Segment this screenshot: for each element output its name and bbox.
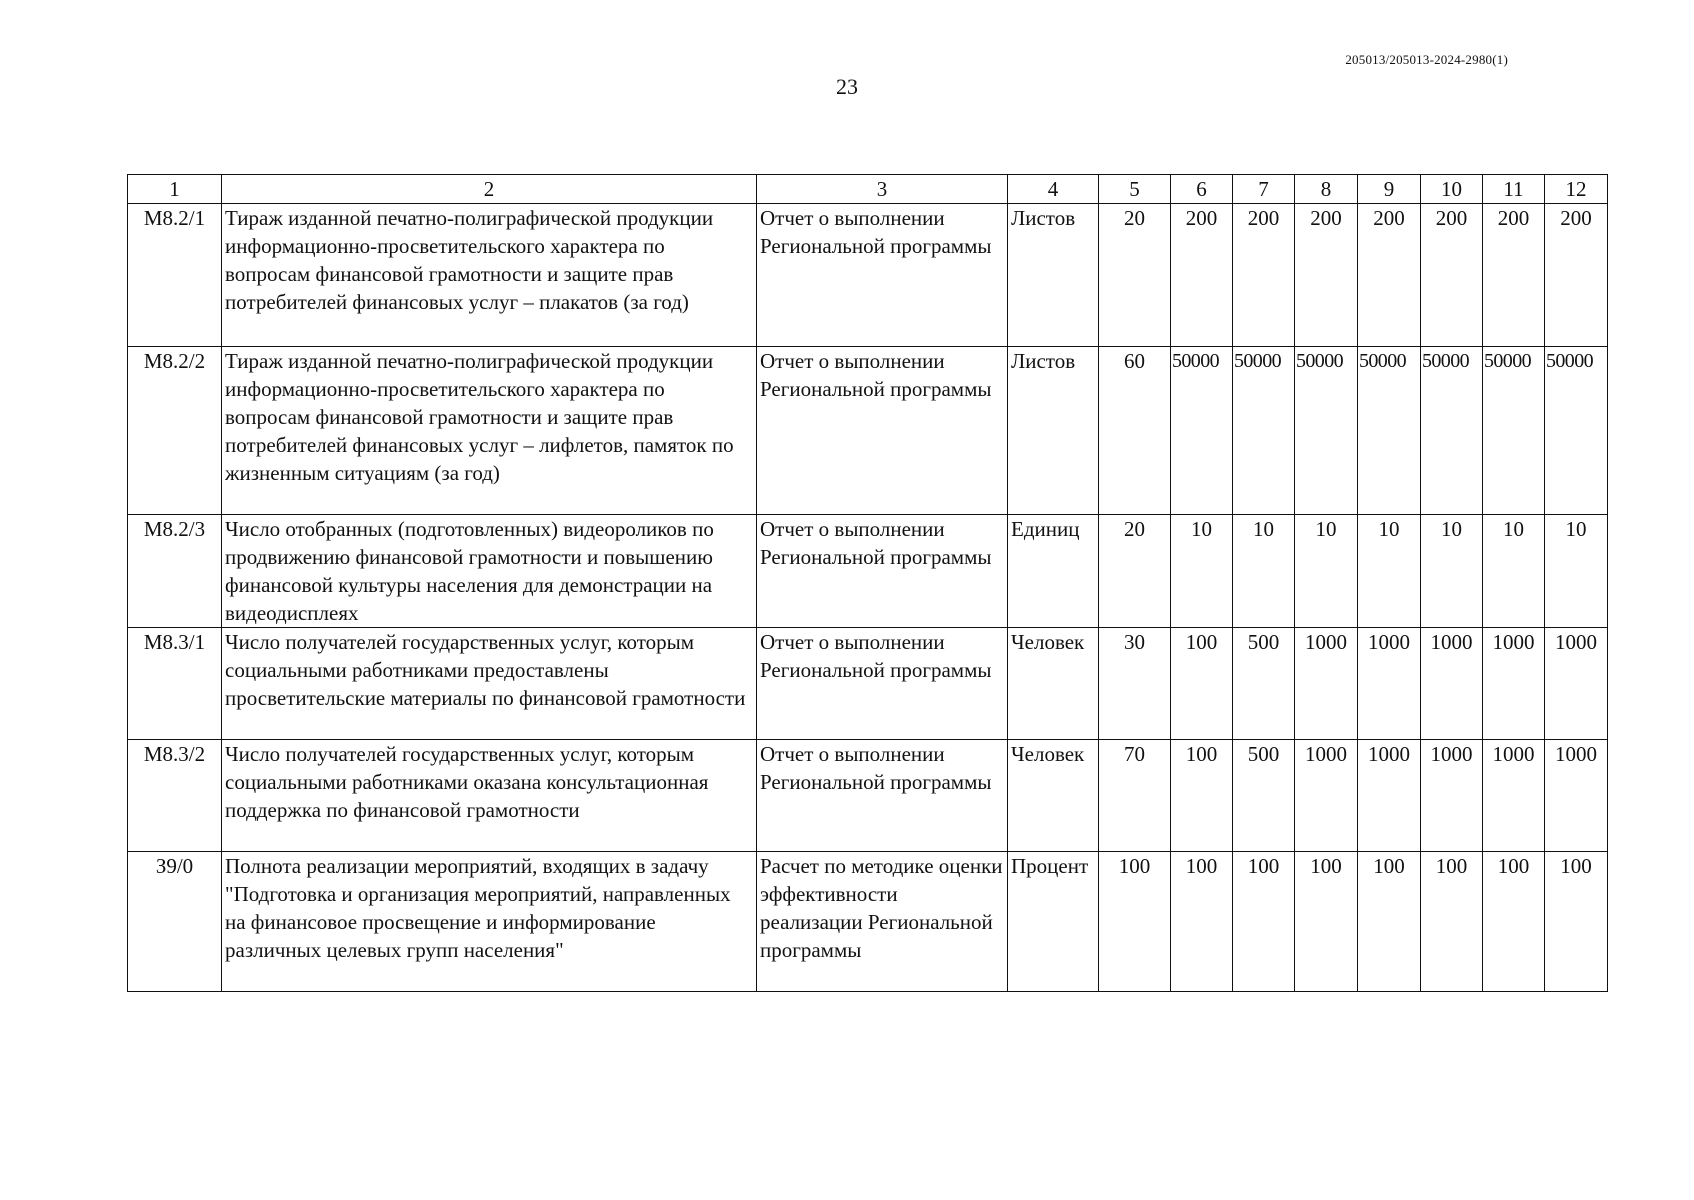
indicator-value: 50000 bbox=[1233, 347, 1295, 515]
indicator-source: Отчет о выполнении Региональной программы bbox=[757, 347, 1008, 515]
indicator-code: М8.2/3 bbox=[128, 515, 222, 628]
indicator-source: Расчет по методике оценки эффективности реализации Региональной программы bbox=[757, 852, 1008, 992]
indicator-code: М8.2/1 bbox=[128, 204, 222, 347]
indicator-value: 10 bbox=[1483, 515, 1545, 628]
indicator-value: 10 bbox=[1233, 515, 1295, 628]
indicator-value: 50000 bbox=[1295, 347, 1358, 515]
indicator-value: 1000 bbox=[1421, 740, 1483, 852]
indicator-value: 60 bbox=[1099, 347, 1171, 515]
indicator-name: Число получателей государственных услуг, которым социальными работниками оказана консультационная поддержка по финансовой грамотности bbox=[222, 740, 757, 852]
indicator-value: 200 bbox=[1233, 204, 1295, 347]
table-row bbox=[128, 852, 1608, 992]
indicator-value: 10 bbox=[1295, 515, 1358, 628]
indicator-value: 100 bbox=[1233, 852, 1295, 992]
indicator-value: 500 bbox=[1233, 628, 1295, 740]
indicator-name: Число получателей государственных услуг, которым социальными работниками предоставлены просветительские материалы по финансовой грамотности bbox=[222, 628, 757, 740]
indicator-value: 70 bbox=[1099, 740, 1171, 852]
indicator-value: 200 bbox=[1358, 204, 1421, 347]
indicator-value: 1000 bbox=[1545, 628, 1608, 740]
indicator-value: 1000 bbox=[1421, 628, 1483, 740]
indicator-value: 100 bbox=[1171, 852, 1233, 992]
table-row bbox=[128, 740, 1608, 852]
indicator-value: 200 bbox=[1171, 204, 1233, 347]
indicator-source: Отчет о выполнении Региональной программы bbox=[757, 740, 1008, 852]
page-number: 23 bbox=[836, 74, 858, 99]
table-row bbox=[128, 628, 1608, 740]
indicator-value: 100 bbox=[1295, 852, 1358, 992]
indicator-unit: Человек bbox=[1008, 628, 1099, 740]
indicator-name: Тираж изданной печатно-полиграфической продукции информационно-просветительского характера по вопросам финансовой грамотности и защите прав потребителей финансовых услуг – плакатов (за год) bbox=[222, 204, 757, 347]
indicator-value: 50000 bbox=[1545, 347, 1608, 515]
column-header: 1 bbox=[128, 175, 222, 204]
indicator-source: Отчет о выполнении Региональной программы bbox=[757, 628, 1008, 740]
indicator-value: 200 bbox=[1295, 204, 1358, 347]
column-header: 11 bbox=[1483, 175, 1545, 204]
indicator-value: 1000 bbox=[1483, 628, 1545, 740]
indicator-value: 30 bbox=[1099, 628, 1171, 740]
indicator-value: 10 bbox=[1545, 515, 1608, 628]
indicator-value: 10 bbox=[1171, 515, 1233, 628]
column-header: 9 bbox=[1358, 175, 1421, 204]
indicator-value: 100 bbox=[1171, 740, 1233, 852]
table-row bbox=[128, 204, 1608, 347]
indicator-unit: Единиц bbox=[1008, 515, 1099, 628]
indicator-value: 1000 bbox=[1358, 628, 1421, 740]
indicator-value: 10 bbox=[1358, 515, 1421, 628]
indicator-value: 1000 bbox=[1545, 740, 1608, 852]
indicator-value: 1000 bbox=[1358, 740, 1421, 852]
column-number-row bbox=[128, 175, 1608, 204]
indicator-unit: Листов bbox=[1008, 347, 1099, 515]
indicator-code: З9/0 bbox=[128, 852, 222, 992]
indicator-value: 100 bbox=[1099, 852, 1171, 992]
column-header: 6 bbox=[1171, 175, 1233, 204]
indicator-value: 200 bbox=[1483, 204, 1545, 347]
indicator-unit: Листов bbox=[1008, 204, 1099, 347]
indicator-value: 100 bbox=[1358, 852, 1421, 992]
indicator-value: 100 bbox=[1421, 852, 1483, 992]
table-row bbox=[128, 515, 1608, 628]
indicator-value: 200 bbox=[1545, 204, 1608, 347]
document-id: 205013/205013-2024-2980(1) bbox=[1345, 52, 1508, 67]
column-header: 4 bbox=[1008, 175, 1099, 204]
indicator-value: 50000 bbox=[1483, 347, 1545, 515]
column-header: 10 bbox=[1421, 175, 1483, 204]
indicator-unit: Человек bbox=[1008, 740, 1099, 852]
indicator-value: 100 bbox=[1171, 628, 1233, 740]
indicator-value: 10 bbox=[1421, 515, 1483, 628]
indicator-value: 1000 bbox=[1483, 740, 1545, 852]
column-header: 5 bbox=[1099, 175, 1171, 204]
indicator-value: 50000 bbox=[1171, 347, 1233, 515]
column-header: 12 bbox=[1545, 175, 1608, 204]
indicator-name: Полнота реализации мероприятий, входящих в задачу "Подготовка и организация мероприятий, направленных на финансовое просвещение и информирование различных целевых групп населения" bbox=[222, 852, 757, 992]
table-row bbox=[128, 347, 1608, 515]
indicator-source: Отчет о выполнении Региональной программы bbox=[757, 204, 1008, 347]
indicator-value: 100 bbox=[1483, 852, 1545, 992]
indicator-source: Отчет о выполнении Региональной программы bbox=[757, 515, 1008, 628]
indicator-value: 1000 bbox=[1295, 628, 1358, 740]
column-header: 3 bbox=[757, 175, 1008, 204]
indicator-code: М8.2/2 bbox=[128, 347, 222, 515]
indicator-value: 50000 bbox=[1421, 347, 1483, 515]
column-header: 7 bbox=[1233, 175, 1295, 204]
indicator-code: М8.3/2 bbox=[128, 740, 222, 852]
indicator-unit: Процент bbox=[1008, 852, 1099, 992]
column-header: 2 bbox=[222, 175, 757, 204]
indicator-name: Тираж изданной печатно-полиграфической продукции информационно-просветительского характера по вопросам финансовой грамотности и защите прав потребителей финансовых услуг – лифлетов, памяток по жизненным ситуациям (за год) bbox=[222, 347, 757, 515]
indicator-name: Число отобранных (подготовленных) видеороликов по продвижению финансовой грамотности и повышению финансовой культуры населения для демонстрации на видеодисплеях bbox=[222, 515, 757, 628]
indicator-value: 500 bbox=[1233, 740, 1295, 852]
indicator-value: 20 bbox=[1099, 515, 1171, 628]
column-header: 8 bbox=[1295, 175, 1358, 204]
indicator-value: 1000 bbox=[1295, 740, 1358, 852]
indicator-value: 50000 bbox=[1358, 347, 1421, 515]
indicator-value: 200 bbox=[1421, 204, 1483, 347]
indicators-table bbox=[127, 174, 1608, 992]
indicator-value: 20 bbox=[1099, 204, 1171, 347]
indicator-value: 100 bbox=[1545, 852, 1608, 992]
indicator-code: М8.3/1 bbox=[128, 628, 222, 740]
